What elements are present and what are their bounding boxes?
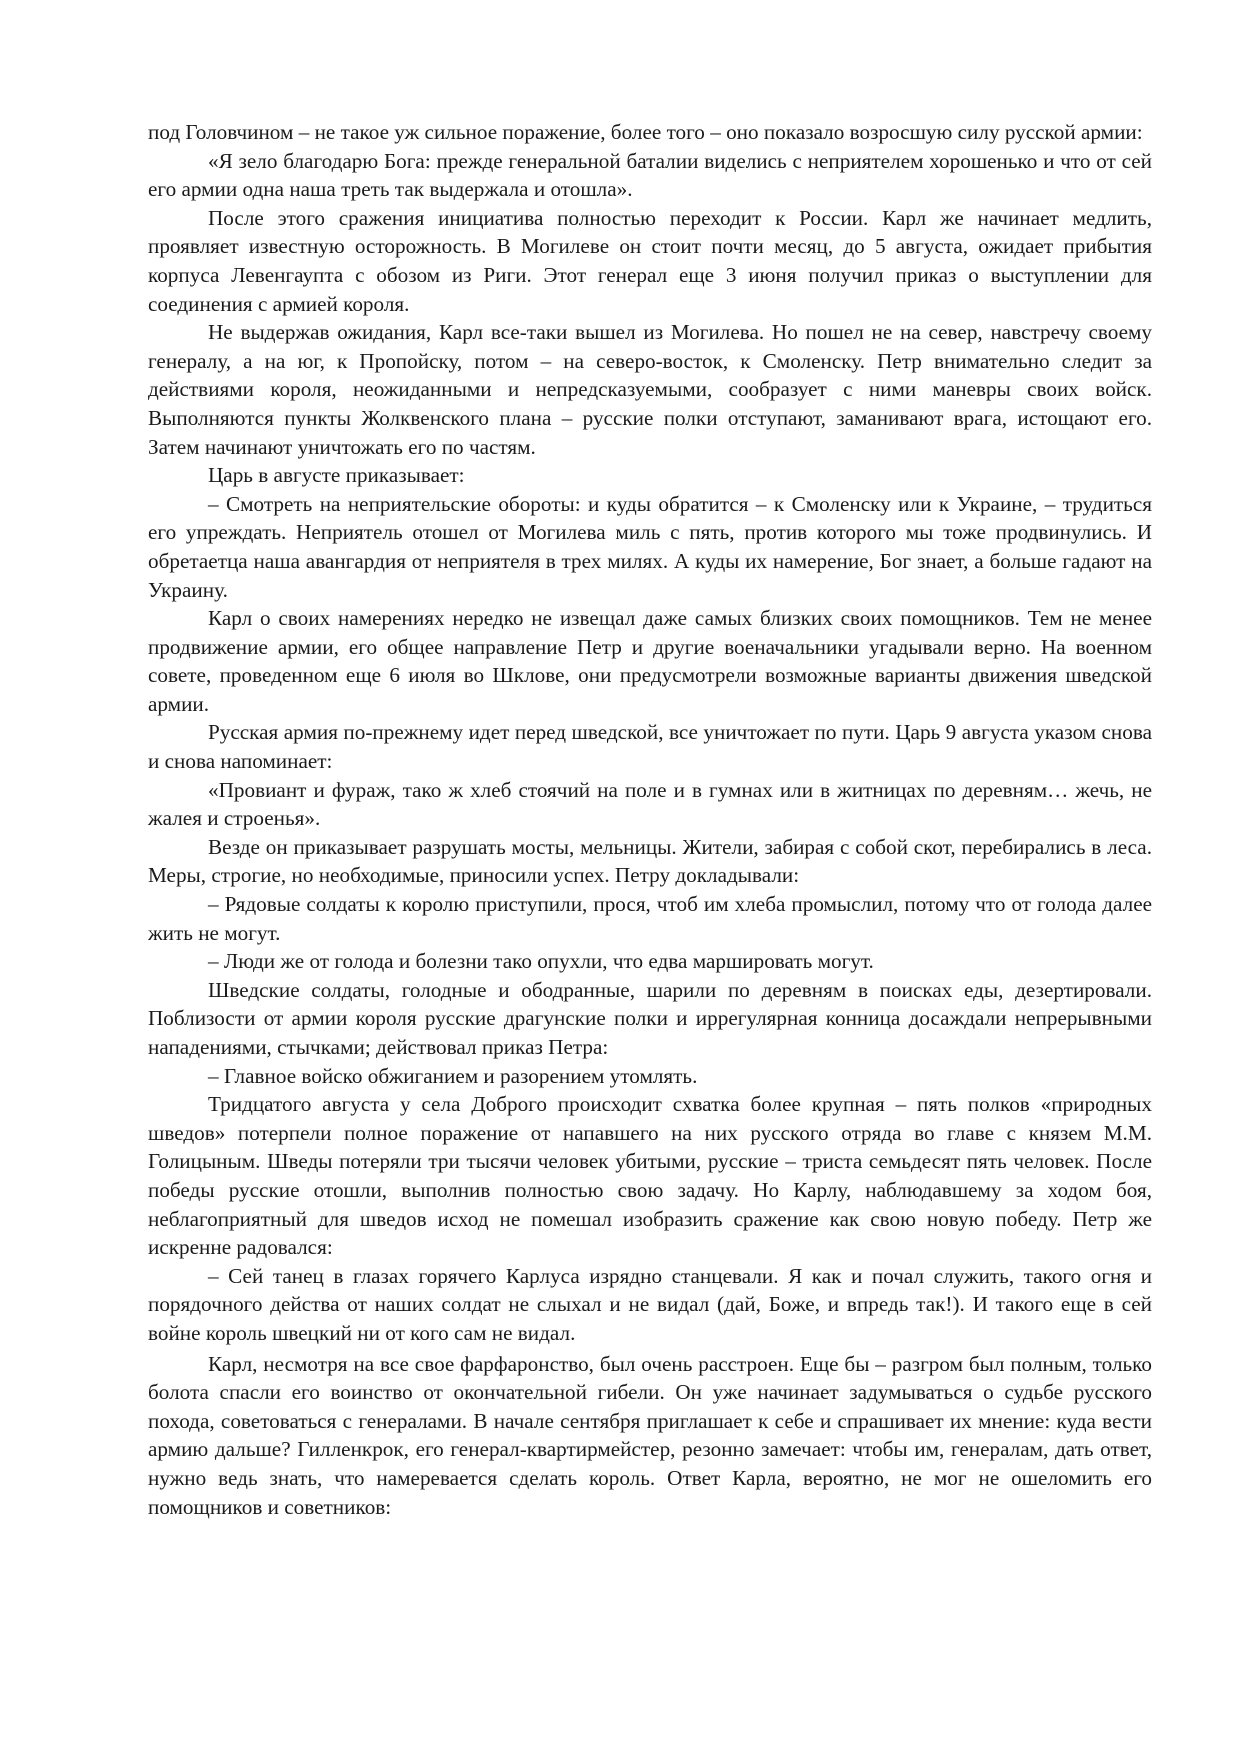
- paragraph-7: Карл о своих намерениях нередко не извещал даже самых близких своих помощников. Тем не менее продвижение армии, его общее направление Петр и другие военачальники угадывали верно. На военном совете, проведенном еще 6 июля во Шклове, они предусмотрели возможные варианты движения шведской армии.: [148, 606, 1152, 716]
- document-page: [148, 118, 1152, 1521]
- paragraph-14: – Главное войско обжиганием и разорением утомлять.: [208, 1063, 698, 1088]
- paragraph-8: Русская армия по-прежнему идет перед шведской, все уничтожает по пути. Царь 9 августа указом снова и снова напоминает:: [148, 720, 1152, 774]
- paragraph-11: – Рядовые солдаты к королю приступили, прося, чтоб им хлеба промыслил, потому что от голода далее жить не могут.: [148, 892, 1152, 945]
- paragraph-9: «Провиант и фураж, тако ж хлеб стоячий на поле и в гумнах или в житницах по деревням… жечь, не жалея и строенья».: [148, 777, 1152, 831]
- paragraph-6: – Смотреть на неприятельские обороты: и куды обратится – к Смоленску или к Украине, – трудиться его упреждать. Неприятель отошел от Могилева миль с пять, против которого мы тоже продвинулись. И обретаетца наша авангардия от неприятеля в трех милях. А куды их намерение, Бог знает, а больше гадают на Украину.: [148, 491, 1152, 602]
- paragraph-13: Шведские солдаты, голодные и ободранные, шарили по деревням в поисках еды, дезертировали. Поблизости от армии короля русские драгунские полки и иррегулярная конница досаждали непрерывными нападениями, стычками; действовал приказ Петра:: [148, 977, 1152, 1059]
- paragraph-3: После этого сражения инициатива полностью переходит к России. Карл же начинает медлить, проявляет известную осторожность. В Могилеве он стоит почти месяц, до 5 августа, ожидает прибытия корпуса Левенгаупта с обозом из Риги. Этот генерал еще 3 июня получил приказ о выступлении для соединения с армией короля.: [148, 205, 1152, 316]
- paragraph-5: Царь в августе приказывает:: [208, 463, 465, 488]
- paragraph-15: Тридцатого августа у села Доброго происходит схватка более крупная – пять полков «природных шведов» потерпели полное поражение от напавшего на них русского отряда во главе с князем М.М. Голицыным. Шведы потеряли три тысячи человек убитыми, русские – триста семьдесят пять человек. После победы русские отошли, выполнив полностью свою задачу. Но Карлу, наблюдавшему за ходом боя, неблагоприятный для шведов исход не помешал изобразить сражение как свою новую победу. Петр же искренне радовался:: [148, 1092, 1152, 1260]
- paragraph-4: Не выдержав ожидания, Карл все-таки вышел из Могилева. Но пошел не на север, навстречу своему генералу, а на юг, к Пропойску, потом – на северо-восток, к Смоленску. Петр внимательно следит за действиями короля, неожиданными и непредсказуемыми, сообразует с ними маневры своих войск. Выполняются пункты Жолквенского плана – русские полки отступают, заманивают врага, истощают его. Затем начинают уничтожать его по частям.: [148, 320, 1152, 459]
- paragraph-1: под Головчином – не такое уж сильное поражение, более того – оно показало возросшую силу русской армии:: [148, 120, 1143, 144]
- paragraph-16: – Сей танец в глазах горячего Карлуса изрядно станцевали. Я как и почал служить, такого огня и порядочного действа от наших солдат не слыхал и не видал (дай, Боже, и впредь так!). И такого еще в сей войне король швецкий ни от кого сам не видал.: [148, 1263, 1152, 1345]
- paragraph-2: «Я зело благодарю Бога: прежде генеральной баталии виделись с неприятелем хорошенько и что от сей его армии одна наша треть так выдержала и отошла».: [148, 148, 1152, 202]
- paragraph-10: Везде он приказывает разрушать мосты, мельницы. Жители, забирая с собой скот, перебирались в леса. Меры, строгие, но необходимые, приносили успех. Петру докладывали:: [148, 834, 1152, 888]
- paragraph-12: – Люди же от голода и болезни тако опухли, что едва маршировать могут.: [208, 949, 874, 974]
- paragraph-17: Карл, несмотря на все свое фарфаронство, был очень расстроен. Еще бы – разгром был полным, только болота спасли его воинство от окончательной гибели. Он уже начинает задумываться о судьбе русского похода, советоваться с генералами. В начале сентября приглашает к себе и спрашивает их мнение: куда вести армию дальше? Гилленкрок, его генерал-квартирмейстер, резонно замечает: чтобы им, генералам, дать ответ, нужно ведь знать, что намеревается сделать король. Ответ Карла, вероятно, не мог не ошеломить его помощников и советников:: [148, 1351, 1152, 1519]
